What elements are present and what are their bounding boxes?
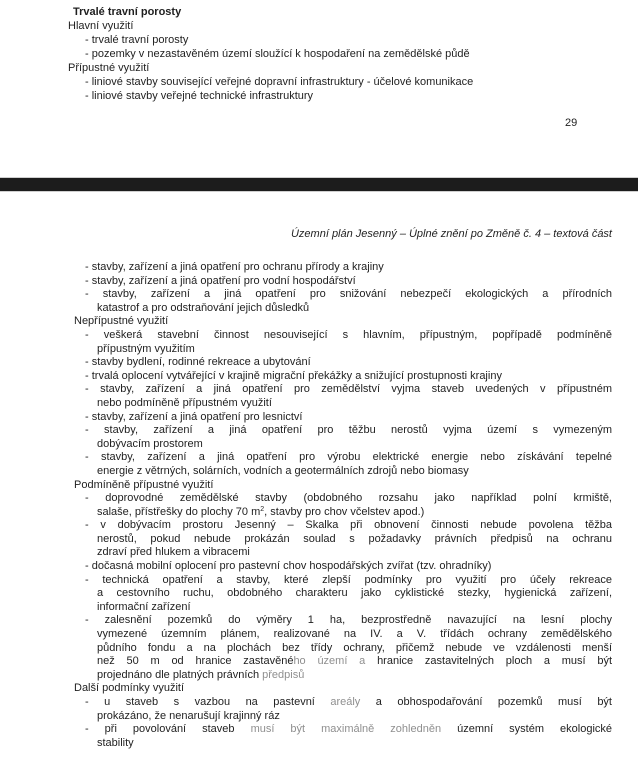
page-number: 29 [565, 117, 578, 129]
text-line [85, 614, 612, 628]
text-segment: Nepřípustné využití [74, 315, 169, 328]
text-line [85, 47, 608, 61]
running-header: Územní plán Jesenný – Úplné znění po Změně č. 4 – textová část [290, 228, 612, 240]
text-segment: - stavby, zařízení a jiná opatření pro lesnictví [85, 410, 303, 423]
text-line [85, 560, 612, 574]
muted-text-segment: musí být maximálně zohledněn [250, 723, 442, 736]
text-segment: informační zařízení [97, 600, 191, 613]
text-segment: - veškerá stavební činnost nesouvisející s hlavním, přípustným, popřípadě podmíněně [85, 328, 612, 341]
text-line [97, 628, 612, 642]
text-line [85, 424, 612, 438]
text-segment: Hlavní využití [68, 20, 134, 32]
text-segment: a obhospodařování pozemků musí být [360, 696, 612, 708]
section-label [74, 315, 612, 329]
text-line [97, 710, 612, 724]
text-segment: - liniové stavby veřejné technické infrastruktury [85, 90, 314, 102]
text-segment: půdního fondu a na plochách bez třídy ochrany, přičemž nebude ve vzdálenosti menší [97, 641, 612, 654]
text-line [97, 506, 612, 520]
section-label [74, 682, 612, 696]
text-line [85, 492, 612, 506]
text-line [85, 574, 612, 588]
text-segment: - stavby, zařízení a jiná opatření pro snižování nebezpečí ekologických a přírodních [85, 288, 612, 301]
text-line [97, 533, 612, 547]
text-line [85, 696, 612, 710]
text-segment: Další podmínky využití [74, 682, 185, 695]
text-line [97, 642, 612, 656]
text-segment: stability [97, 736, 134, 749]
text-segment: - stavby, zařízení a jiná opatření pro vodní hospodářství [85, 274, 356, 287]
text-line [97, 669, 612, 683]
text-segment: - technická opatření a stavby, které zlepší podmínky pro využití pro účely rekreace [85, 573, 612, 586]
text-line [97, 302, 612, 316]
text-line [97, 601, 612, 615]
text-segment: - stavby bydlení, rodinné rekreace a ubytování [85, 356, 311, 369]
text-segment: - u staveb s vazbou na pastevní [85, 696, 331, 708]
text-line [85, 370, 612, 384]
page-separator [0, 177, 638, 192]
text-line [85, 411, 612, 425]
text-line [97, 343, 612, 357]
text-segment: dobývacím prostorem [97, 437, 203, 450]
text-line [97, 397, 612, 411]
text-segment: katastrof a pro odstraňování jejich důsledků [97, 301, 310, 314]
text-line [85, 261, 612, 275]
section-label [68, 61, 608, 75]
text-line [97, 546, 612, 560]
text-segment: - při povolování staveb [85, 723, 251, 736]
text-segment: vymezené územním plánem, realizované na IV. a V. třídách ochrany zemědělského [97, 628, 612, 641]
section-label [74, 479, 612, 493]
text-line [97, 655, 612, 669]
text-segment: - dočasná mobilní oplocení pro pastevní chov hospodářských zvířat (tzv. ohradníky) [85, 560, 492, 573]
text-segment: - zalesnění pozemků do výměry 1 ha, bezprostředně navazující na lesní plochy [85, 614, 612, 627]
text-segment: než 50 m od hranice zastavěné [97, 655, 294, 668]
text-segment: - stavby, zařízení a jiná opatření pro ochranu přírody a krajiny [85, 261, 384, 273]
text-line [85, 33, 608, 47]
text-segment: a cestovního ruchu, obdobného charakteru jako cyklistické stezky, hygienická zařízení, [97, 587, 612, 600]
text-segment: projednáno dle platných právních [97, 668, 263, 681]
text-line [97, 587, 612, 601]
text-segment: hranice zastavitelných ploch a musí být [377, 655, 612, 668]
text-segment: nebo podmíněně přípustném využití [97, 396, 272, 409]
text-line [97, 465, 612, 479]
text-segment: energie z větrných, solárních, vodních a geotermálních zdrojů nebo biomasy [97, 464, 469, 477]
page-29-content [68, 5, 608, 103]
text-segment: - trvalé travní porosty [85, 34, 189, 46]
text-line [85, 329, 612, 343]
text-line [85, 356, 612, 370]
text-segment: územní systém ekologické [441, 723, 613, 736]
text-segment: - stavby, zařízení a jiná opatření pro výrobu elektrické energie nebo získávání tepelné [85, 451, 612, 464]
muted-text-segment: areály [330, 696, 361, 708]
muted-text-segment: ho území a [293, 655, 378, 668]
section-title [73, 5, 608, 19]
text-line [85, 383, 612, 397]
text-line [85, 723, 612, 737]
text-segment: - pozemky v nezastavěném území sloužící k hospodaření na zemědělské půdě [85, 48, 470, 60]
text-line [85, 275, 612, 289]
text-segment: přípustným využitím [97, 342, 195, 355]
text-segment: - doprovodné zemědělské stavby (obdobného rozsahu jako například polní krmiště, [85, 492, 612, 505]
text-segment: Podmíněně přípustné využití [74, 478, 214, 491]
text-segment: salaše, přístřešky do plochy 70 m [97, 505, 261, 518]
text-segment: - trvalá oplocení vytvářející v krajině migrační překážky a snižující prostupnosti krajiny [85, 369, 502, 382]
superscript: 2 [260, 505, 265, 513]
text-segment: - stavby, zařízení a jiná opatření pro zemědělství vyjma staveb uvedených v přípustném [85, 383, 612, 396]
text-line [97, 438, 612, 452]
text-line [85, 519, 612, 533]
text-line [97, 737, 612, 751]
text-segment: zdraví před hlukem a vibracemi [97, 546, 250, 559]
text-line [85, 89, 608, 103]
text-segment: , stavby pro chov včelstev apod.) [264, 505, 425, 518]
text-segment: - v dobývacím prostoru Jesenný – Skalka při obnovení činnosti nebude povolena těžba [85, 519, 612, 532]
text-segment: - stavby, zařízení a jiná opatření pro těžbu nerostů vyjma území s vymezeným [85, 424, 612, 437]
text-segment: Trvalé travní porosty [73, 6, 182, 18]
text-line [85, 451, 612, 465]
text-segment: Přípustné využití [68, 62, 150, 74]
muted-text-segment: předpisů [262, 668, 305, 681]
text-segment: - liniové stavby související veřejné dopravní infrastruktury - účelové komunikace [85, 76, 474, 88]
section-label [68, 19, 608, 33]
text-segment: prokázáno, že nenarušují krajinný ráz [97, 709, 280, 722]
text-line [85, 288, 612, 302]
text-line [85, 75, 608, 89]
text-segment: nerostů, pokud nebude prokázán soulad s požadavky právních předpisů na ochranu [97, 532, 612, 545]
page-30-content [74, 261, 612, 750]
